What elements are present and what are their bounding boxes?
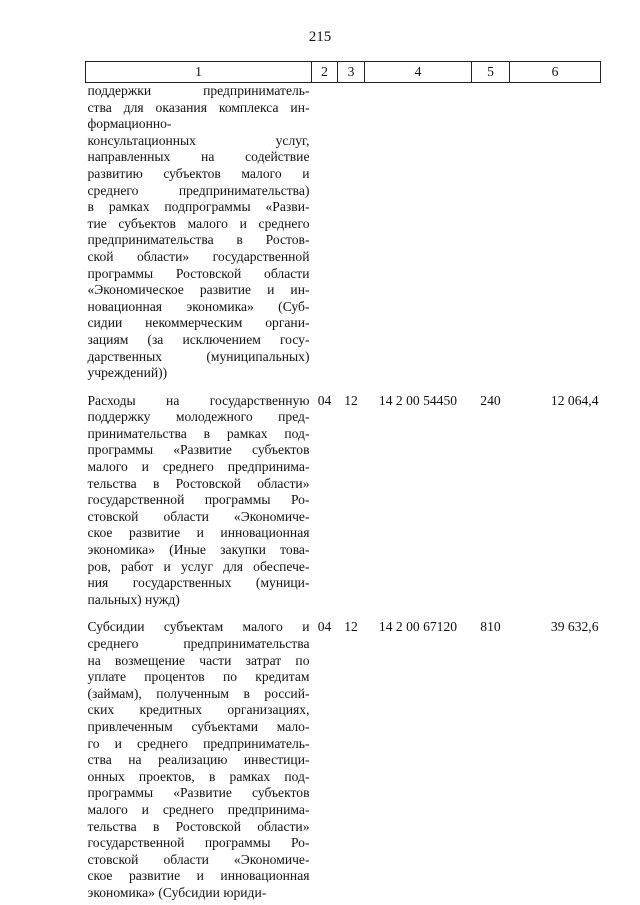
description-line: развитию субъектов малого и [87,165,310,181]
column-header: 2 [312,62,338,83]
description-line: экономика» (Субсидии юриди- [87,884,267,900]
description-line: государственной программы Ро- [87,835,310,851]
description-line: в рамках подпрограммы «Разви- [87,199,310,215]
description-line: ства для оказания комплекса ин- [87,99,310,115]
description-line: дарственных (муниципальных) [87,348,310,364]
description-line: ских кредитных организациях, [87,702,310,718]
target-article-code [365,83,472,382]
expense-type-code: 240 [480,392,501,408]
amount-value [510,83,601,382]
description-line: ров, работ и услуг для обеспече- [87,558,310,574]
description-line: направленных на содействие [87,149,310,165]
row-spacer [86,382,601,393]
description-line: среднего предпринимательства [87,636,310,651]
description-line: сидии некоммерческим органи- [87,315,310,331]
description-line: среднего предпринимательства) [87,182,310,198]
table-row [86,83,601,382]
description-line: зациям (за исключением госу- [87,331,310,347]
ministry-code: 04 [317,619,332,635]
description-cell [86,393,312,609]
row-spacer-cell [86,608,601,619]
table-body [86,83,601,902]
column-header: 4 [365,62,472,83]
description-line: онных проектов, в рамках под- [87,768,310,784]
description-line: ния государственных (муници- [87,575,310,591]
description-line: ства на реализацию инвестици- [87,752,310,768]
description-line: экономика» (Иные закупки това- [87,542,310,558]
description-line: уплате процентов по кредитам [87,669,310,685]
description-line: го и среднего предприниматель- [87,735,310,751]
description-cell [86,83,312,382]
description-line: ской области» государственной [87,248,310,264]
target-article-code: 14 2 00 67120 [378,619,458,635]
section-code: 12 [344,392,358,408]
target-article-code: 14 2 00 54450 [378,392,458,408]
description-line: тие субъектов малого и среднего [87,215,310,231]
description-line: учреждений)) [87,365,168,381]
ministry-code: 04 [317,392,332,408]
column-header: 1 [86,62,312,83]
description-line: тельства в Ростовской области» [87,818,310,834]
column-header: 3 [338,62,365,83]
description-line: поддержку молодежного пред- [87,409,310,425]
section-code [338,83,365,382]
description-line: консультационных услуг, [87,132,310,148]
table-row [86,393,601,609]
description-line: программы «Развитие субъектов [87,785,310,801]
table-row [86,619,601,901]
description-line: малого и среднего предпринима- [87,801,310,817]
section-code: 12 [344,619,358,635]
column-header: 5 [472,62,510,83]
budget-table [85,61,601,902]
description-line: формационно- [87,116,172,132]
description-line: поддержки предприниматель- [87,83,310,98]
description-line: программы «Развитие субъектов [87,442,310,458]
amount-value: 12 064,4 [550,392,599,408]
description-line: новационная экономика» (Суб- [87,298,310,314]
description-line: малого и среднего предпринима- [87,459,310,475]
amount-value: 39 632,6 [550,619,599,635]
expense-type-code: 810 [480,619,501,635]
description-cell [86,619,312,901]
description-line: стовской области «Экономиче- [87,851,310,867]
description-line: на возмещение части затрат по [87,652,310,668]
description-line: программы Ростовской области [87,265,310,281]
description-line: государственной программы Ро- [87,492,310,508]
description-line: предпринимательства в Ростов- [87,232,310,248]
description-line: тельства в Ростовской области» [87,475,310,491]
description-line: привлеченным субъектами мало- [87,718,310,734]
description-line: пальных) нужд) [87,591,180,607]
expense-type-code [472,83,510,382]
description-line: (займам), полученным в россий- [87,685,310,701]
description-line: ское развитие и инновационная [87,868,310,884]
row-spacer-cell [86,382,601,393]
description-line: стовской области «Экономиче- [87,508,310,524]
description-line: Расходы на государственную [87,392,310,408]
description-line: Субсидии субъектам малого и [87,619,310,635]
ministry-code [312,83,338,382]
row-spacer [86,608,601,619]
description-line: ское развитие и инновационная [87,525,310,541]
column-header: 6 [510,62,601,83]
table-header-row [86,62,601,83]
page-number: 215 [308,29,332,45]
description-line: «Экономическое развитие и ин- [87,282,310,298]
description-line: принимательства в рамках под- [87,425,310,441]
